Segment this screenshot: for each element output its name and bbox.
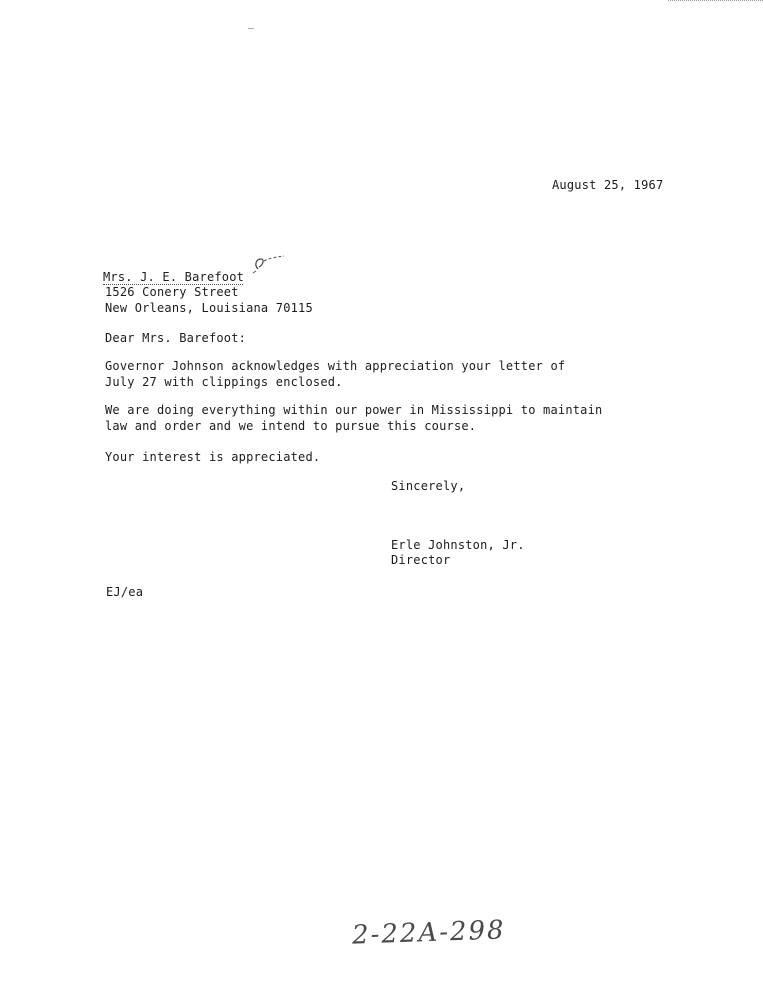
handwritten-check-mark (250, 253, 290, 275)
salutation: Dear Mrs. Barefoot: (105, 331, 247, 345)
recipient-city-state-zip: New Orleans, Louisiana 70115 (105, 301, 313, 315)
paragraph-3: Your interest is appreciated. (105, 450, 321, 464)
signer-name: Erle Johnston, Jr. (391, 538, 525, 552)
paragraph-2-line-1: We are doing everything within our power in Mississippi to maintain (105, 403, 603, 417)
signer-title: Director (391, 553, 451, 567)
typist-initials: EJ/ea (106, 585, 144, 599)
scan-speck (248, 28, 254, 29)
handwritten-file-number: 2-22A-298 (351, 915, 507, 951)
recipient-name: Mrs. J. E. Barefoot (103, 270, 245, 284)
paragraph-1-line-2: July 27 with clippings enclosed. (105, 375, 343, 389)
letter-date: August 25, 1967 (552, 178, 664, 192)
scan-edge-mark (668, 0, 763, 1)
paragraph-2-line-2: law and order and we intend to pursue this course. (105, 419, 477, 433)
closing: Sincerely, (391, 479, 466, 493)
paragraph-1-line-1: Governor Johnson acknowledges with appreciation your letter of (105, 359, 566, 373)
recipient-street: 1526 Conery Street (105, 285, 239, 299)
